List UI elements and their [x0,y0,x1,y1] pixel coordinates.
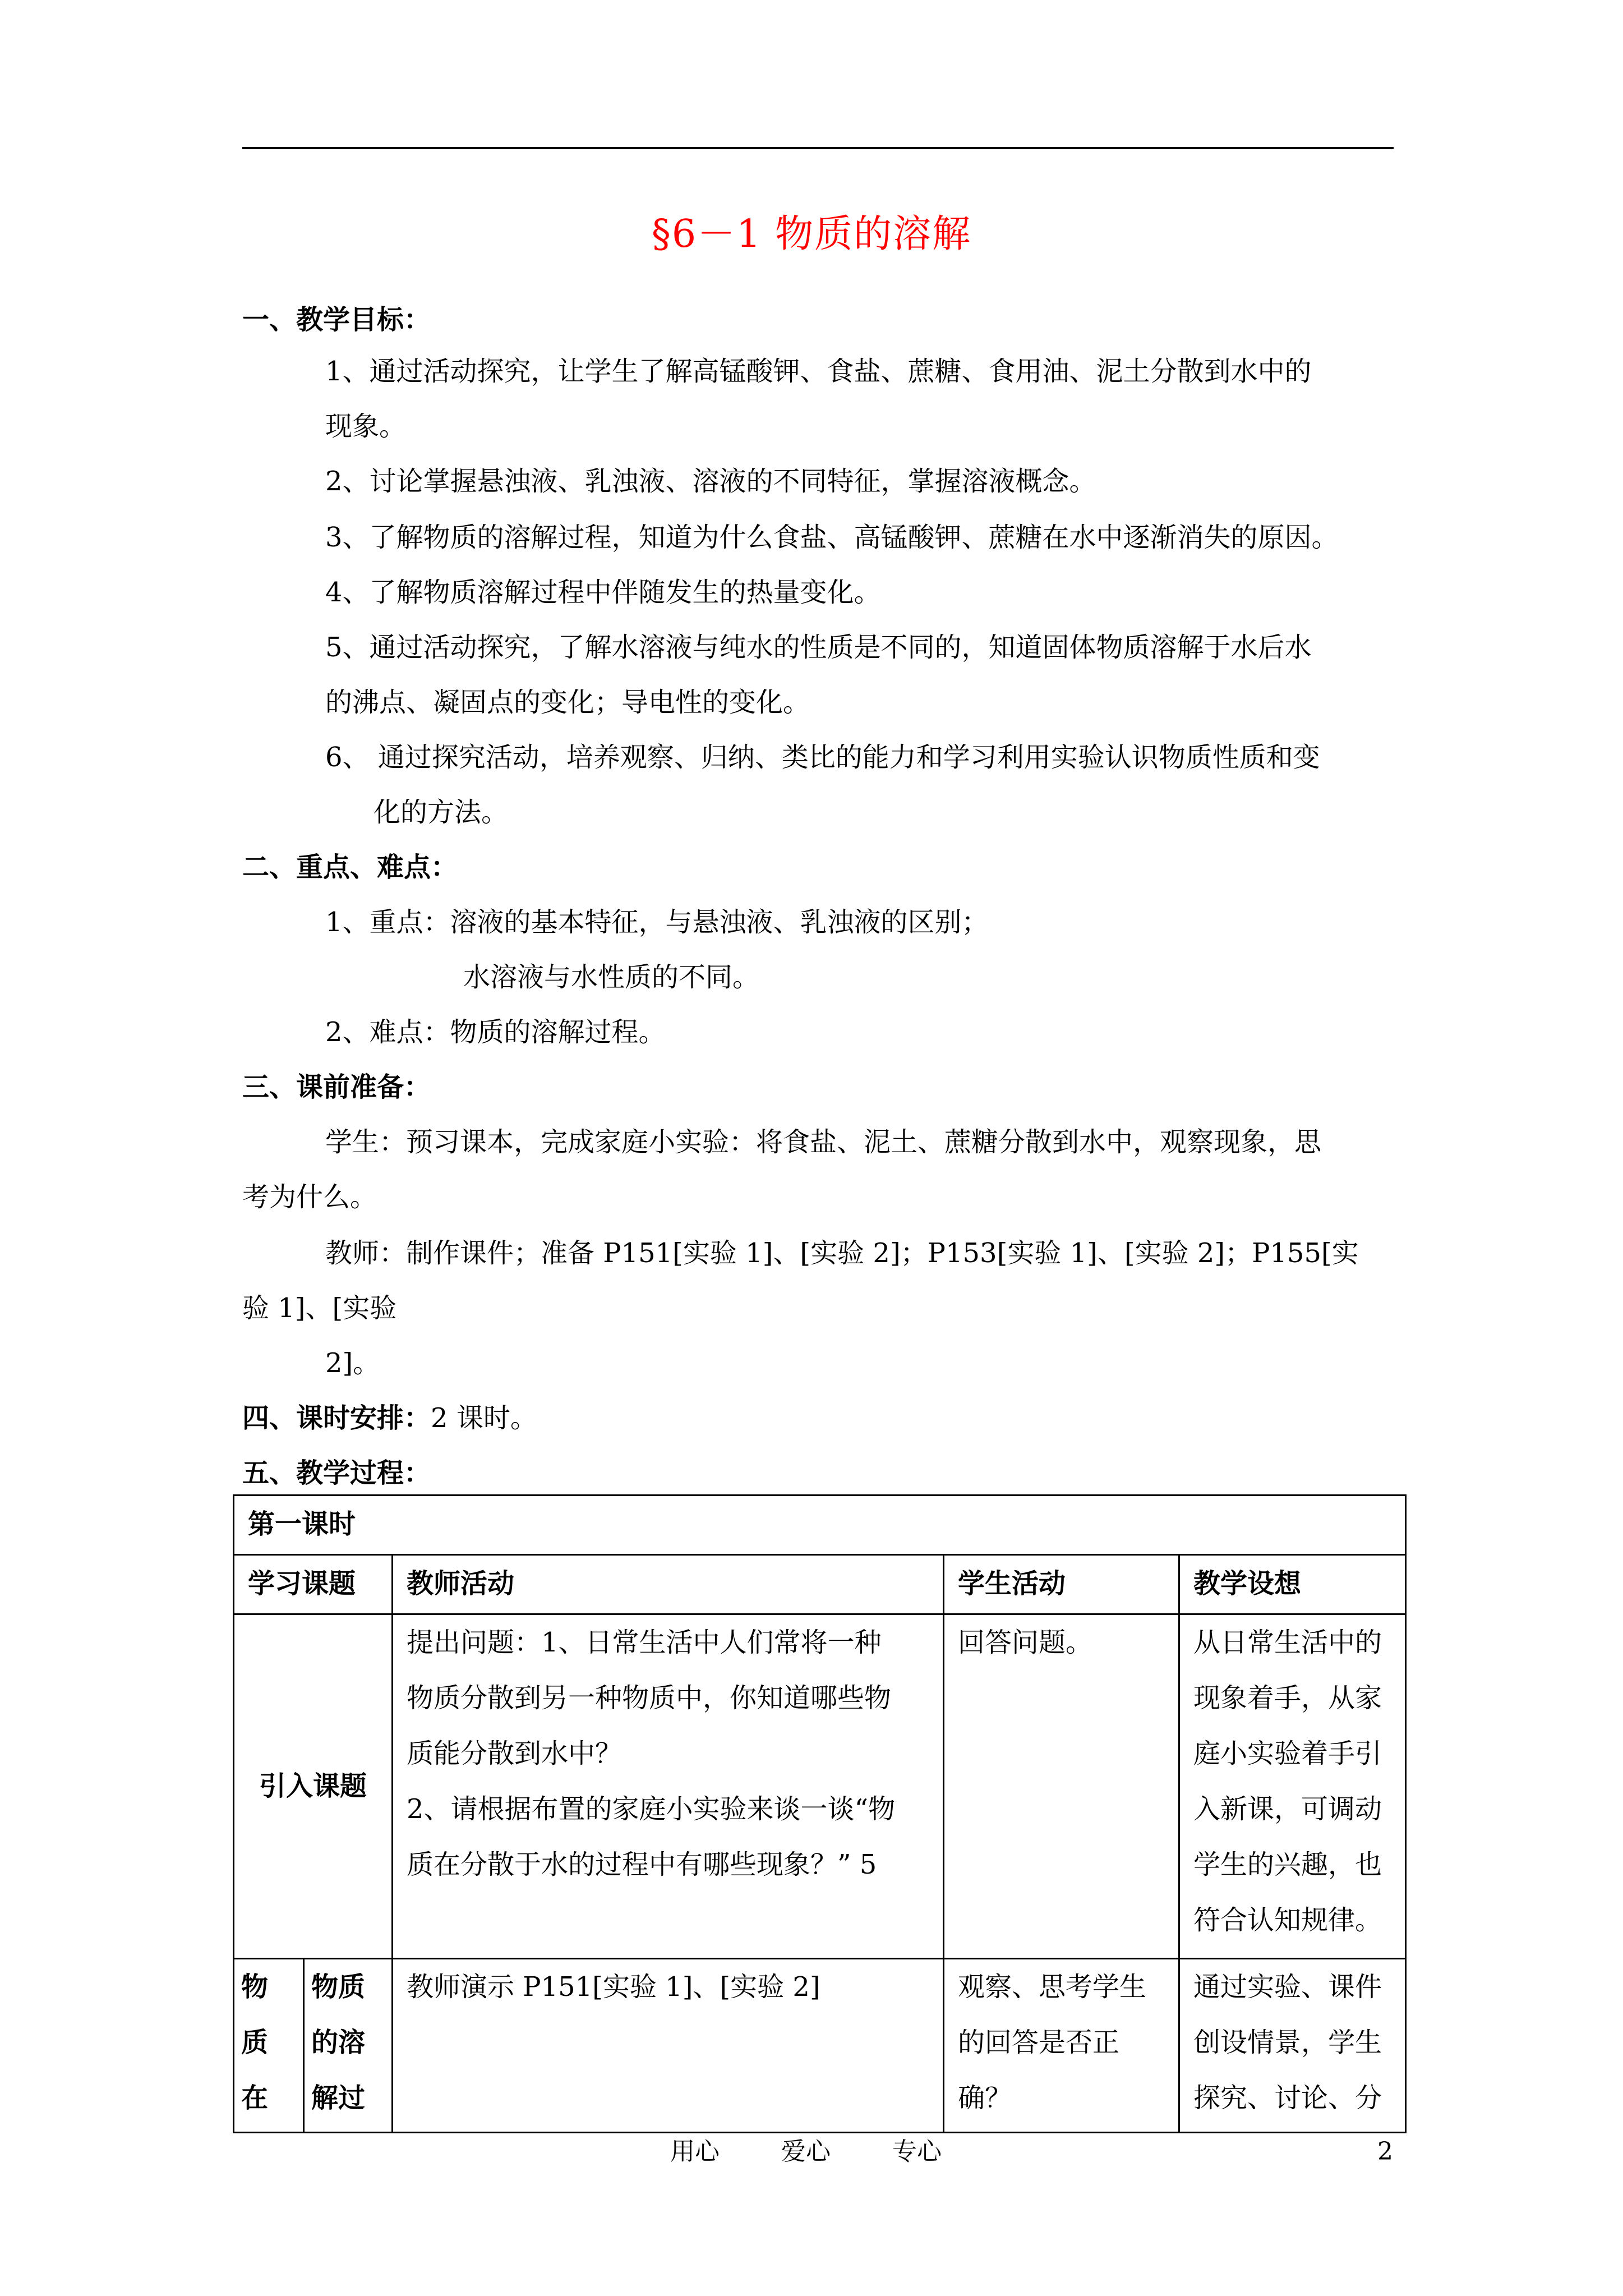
objective-line: 3、了解物质的溶解过程，知道为什么食盐、高锰酸钾、蔗糖在水中逐渐消失的原因。 [325,522,1339,553]
teaching-process-table [233,1494,1407,2133]
table-cell-teacher: 提出问题：1、日常生活中人们常将一种 物质分散到另一种物质中，你知道哪些物 质能分散到水中？ 2、请根据布置的家庭小实验来谈一谈“物 质在分散于水的过程中有哪些现象？” 5 [393,1614,944,1959]
section-heading-process: 五、教学过程： [242,1457,431,1489]
table-header-design: 教学设想 [1179,1555,1406,1614]
keypoint-line: 水溶液与水性质的不同。 [463,961,760,993]
preparation-line: 教师：制作课件；准备 P151[实验 1]、[实验 2]；P153[实验 1]、[实验 2]；P155[实 [325,1237,1359,1269]
preparation-line: 考为什么。 [242,1181,377,1213]
table-cell-teacher: 教师演示 P151[实验 1]、[实验 2] [393,1959,944,2133]
table-cell-design: 从日常生活中的 现象着手，从家 庭小实验着手引 入新课，可调动 学生的兴趣，也 符合认知规律。 [1179,1614,1406,1959]
objective-line: 2、讨论掌握悬浊液、乳浊液、溶液的不同特征，掌握溶液概念。 [325,466,1096,497]
table-cell-topic-b: 物质 的溶 解过 [304,1959,393,2133]
table-cell-topic: 引入课题 [234,1614,393,1959]
objective-line: 的沸点、凝固点的变化；导电性的变化。 [325,687,810,718]
section-heading-schedule: 四、课时安排： [242,1402,431,1434]
footer-word: 专心 [892,2137,942,2166]
keypoint-line: 2、难点：物质的溶解过程。 [325,1016,666,1048]
schedule-value: 2 课时。 [431,1402,537,1434]
preparation-line: 验 1]、[实验 [242,1292,397,1324]
table-cell-student: 回答问题。 [944,1614,1179,1959]
table-caption: 第一课时 [234,1496,1406,1555]
page-number: 2 [1377,2137,1393,2166]
table-header-teacher: 教师活动 [393,1555,944,1614]
footer-motto [670,2136,942,2168]
preparation-line: 学生：预习课本，完成家庭小实验：将食盐、泥土、蔗糖分散到水中，观察现象，思 [325,1126,1322,1158]
objective-line: 1、通过活动探究，让学生了解高锰酸钾、食盐、蔗糖、食用油、泥土分散到水中的 [325,356,1312,387]
objective-line: 5、通过活动探究，了解水溶液与纯水的性质是不同的，知道固体物质溶解于水后水 [325,632,1312,663]
table-cell-design: 通过实验、课件 创设情景，学生 探究、讨论、分 [1179,1959,1406,2133]
objective-line: 6、 通过探究活动，培养观察、归纳、类比的能力和学习利用实验认识物质性质和变 [325,742,1320,773]
page-title: §6－1 物质的溶解 [651,212,972,256]
objective-line: 化的方法。 [374,797,509,828]
objective-line: 4、了解物质溶解过程中伴随发生的热量变化。 [325,577,881,608]
keypoint-line: 1、重点：溶液的基本特征，与悬浊液、乳浊液的区别； [325,907,989,938]
header-rule [242,147,1394,149]
table-cell-topic-a: 物 质 在 [234,1959,304,2133]
section-heading-preparation: 三、课前准备： [242,1071,431,1103]
table-header-student: 学生活动 [944,1555,1179,1614]
table-header-topic: 学习课题 [234,1555,393,1614]
table-cell-student: 观察、思考学生 的回答是否正 确？ [944,1959,1179,2133]
section-heading-keypoints: 二、重点、难点： [242,852,458,883]
objective-line: 现象。 [325,411,407,442]
section-heading-objectives: 一、教学目标： [242,304,431,335]
footer-word: 用心 [670,2137,720,2166]
preparation-line: 2]。 [325,1347,380,1379]
schedule-line [242,1401,537,1435]
footer-word: 爱心 [781,2137,831,2166]
